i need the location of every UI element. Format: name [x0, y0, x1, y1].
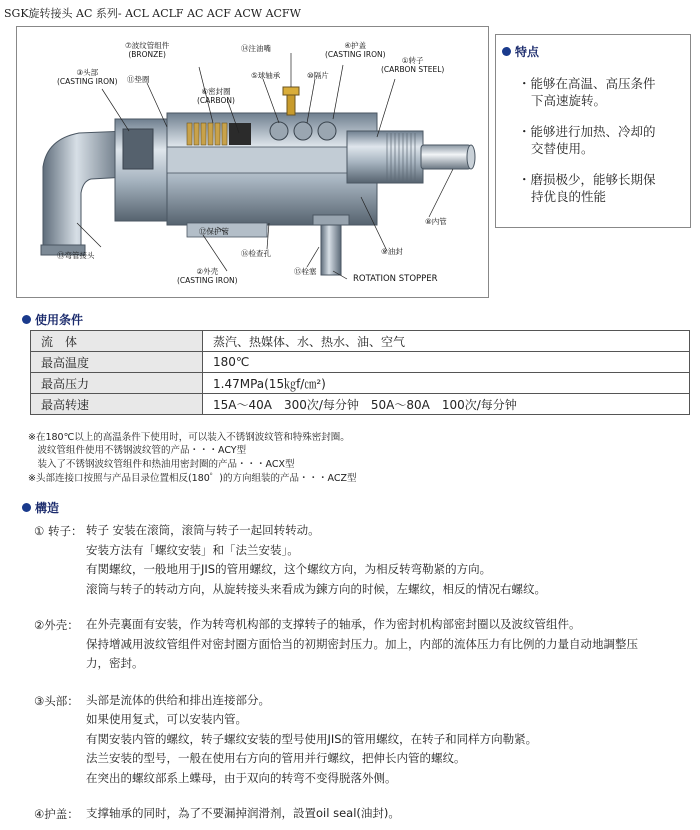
- conditions-heading: 使用条件: [22, 311, 83, 328]
- features-panel: [495, 34, 691, 228]
- structure-item-label: ②外壳：: [34, 618, 79, 632]
- callout-protective-pipe: ⑫保护管: [199, 227, 229, 236]
- callout-rotation-stopper: ROTATION STOPPER: [353, 274, 438, 284]
- callout-casing: ②外壳 (CASTING IRON): [177, 267, 238, 285]
- table-row: 最高转速 15A～40A 300次/每分钟 50A～80A 100次/每分钟: [31, 394, 690, 415]
- table-row: 流 体 蒸汽、热媒体、水、热水、油、空气: [31, 331, 690, 352]
- structure-line: 头部是流体的供给和排出连接部分。: [86, 693, 270, 707]
- structure-line: 法兰安装的型号，一般在使用右方向的管用并行螺纹，把伸长内管的螺纹。: [86, 751, 466, 765]
- bullet-dot-icon: [22, 315, 31, 324]
- structure-line: 力，密封。: [86, 656, 144, 670]
- structure-line: 有関螺纹，一般地用于JIS的管用螺纹，这个螺纹方向，为相反转弯勒紧的方向。: [86, 562, 492, 576]
- callout-inner-pipe: ⑧内管: [425, 217, 447, 226]
- structure-line: 在外壳裏面有安装，作为转弯机构部的支撑转子的轴承，作为密封机构部密封圈以及波纹管组件。: [86, 617, 581, 631]
- structure-line: 安装方法有「螺纹安装」和「法兰安装」。: [86, 543, 299, 557]
- callout-cover: ④护盖 (CASTING IRON): [325, 41, 386, 59]
- callout-plug: ⑮栓塞: [294, 267, 317, 276]
- feature-item: ・能够进行加热、冷却的 交替使用。: [518, 124, 656, 156]
- callout-inspection-hole: ⑯检查孔: [241, 249, 271, 258]
- bullet-dot-icon: [22, 503, 31, 512]
- bullet-dot-icon: [502, 47, 511, 56]
- note-line: 波纹管组件使用不锈钢波纹管的产品・・・ACY型: [28, 445, 247, 456]
- structure-heading: 構造: [22, 499, 59, 516]
- structure-line: 在突出的螺纹部系上蝶母，由于双向的转弯不变得脱落外侧。: [86, 771, 397, 785]
- note-line: 装入了不锈钢波纹管组件和热油用密封圈的产品・・・ACX型: [28, 459, 295, 470]
- structure-line: 滚筒与转子的转动方向，从旋转接头来看成为鍊方向的时候，左螺纹，相反的情况右螺纹。: [86, 582, 546, 596]
- note-line: ※在180℃以上的高温条件下使用时，可以装入不锈钢波纹管和特殊密封圈。: [28, 432, 350, 443]
- feature-item: ・磨损极少，能够长期保 持优良的性能: [518, 172, 656, 204]
- callout-head: ③头部 (CASTING IRON): [57, 68, 118, 86]
- structure-item-label: ③头部：: [34, 694, 79, 708]
- structure-item-label: ① 转子：: [34, 524, 83, 538]
- note-line: ※头部连接口按照与产品目录位置相反(180゜)的方向组装的产品・・・ACZ型: [28, 473, 357, 484]
- feature-item: ・能够在高温、高压条件 下高速旋转。: [518, 76, 656, 108]
- callout-rotor: ①转子 (CARBON STEEL): [381, 56, 445, 74]
- rotary-joint-diagram: [16, 26, 489, 298]
- callout-grease-nipple: ⑭注油嘴: [241, 44, 271, 53]
- structure-line: 转子 安装在滚筒，滚筒与转子一起回转转动。: [86, 523, 320, 537]
- callout-washer: ⑪垫圈: [127, 75, 150, 84]
- table-row: 最高温度 180℃: [31, 352, 690, 373]
- structure-line: 保持增减用波纹管组件对密封圈方面恰当的初期密封压力。加上，内部的流体压力有比例的力量自动地調整压: [86, 637, 638, 651]
- table-row: 最高压力 1.47MPa(15㎏f/㎝²): [31, 373, 690, 394]
- callout-seal-ring: ⑥密封圈 (CARBON): [197, 87, 235, 105]
- callout-bellows-assembly: ⑦波纹管组件 (BRONZE): [125, 41, 170, 59]
- features-title: 特点: [502, 43, 539, 60]
- callout-oil-seal: ⑨油封: [381, 247, 403, 256]
- structure-line: 支撑轴承的同时，為了不要漏掉润滑剂，設置oil seal(油封)。: [86, 806, 400, 820]
- callout-ball-bearing: ⑤球轴承: [251, 71, 281, 80]
- conditions-table: [30, 330, 690, 415]
- callout-spacer: ⑩隔片: [307, 71, 329, 80]
- structure-item-label: ④护盖：: [34, 807, 79, 821]
- structure-line: 有関安装内管的螺纹，转子螺纹安装的型号使用JIS的管用螺纹，在转子和同样方向勒紧。: [86, 732, 538, 746]
- callout-elbow-joint: ⑬弯管接头: [57, 251, 95, 260]
- page-title: SGK旋转接头 AC 系列- ACL ACLF AC ACF ACW ACFW: [4, 7, 301, 20]
- structure-line: 如果使用复式，可以安装内管。: [86, 712, 247, 726]
